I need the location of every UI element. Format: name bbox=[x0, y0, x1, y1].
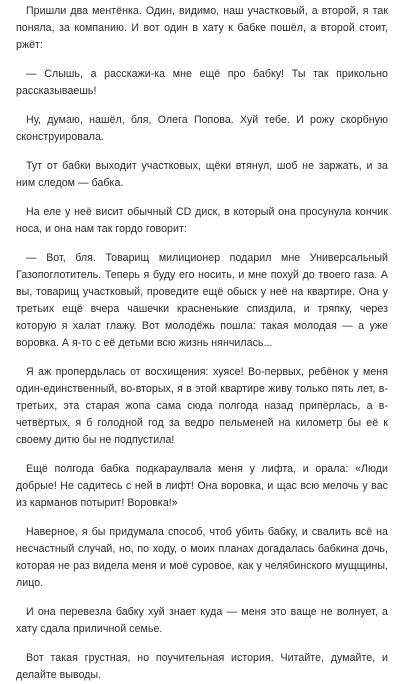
paragraph: И она перевезла бабку хуй знает куда — меня это ваще не волнует, а хату сдала приличной семье. bbox=[16, 606, 388, 635]
paragraph: Пришли два ментёнка. Один, видимо, наш участковый, а второй, я так поняла, за компанию. И вот один в хату к бабке пошёл, а второй стоит, ржёт: bbox=[16, 5, 388, 51]
paragraph: — Вот, бля. Товарищ милиционер подарил мне Универсальный Газопоглотитель. Теперь я буду его носить, и мне похуй до твоего газа. А вы, товарищ участковый, проведите ещё обыск у неё на квартире. Она у третьих ещё вчера чашечки красненькие спиздила, и тряпку, через которую я халат глажу. Вот молодёжь пошла: такая молодая — а уже воровка. А я-то с её детьми всю жизнь нянчилась... bbox=[16, 252, 388, 349]
paragraph: Ещё полгода бабка подкараулвала меня у лифта, и орала: «Люди добрые! Не садитесь с ней в лифт! Она воровка, и щас всю мелочь у вас из карманов потырит! Воровка!» bbox=[16, 463, 388, 509]
paragraph: Наверное, я бы придумала способ, чтоб убить бабку, и свалить всё на несчастный случай, но, по ходу, о моих планах догадалась бабкина дочь, которая не раз видела меня и моё суровое, как у челябинского мущщины, лицо. bbox=[16, 526, 388, 589]
paragraph: Я аж пропердьлась от восхищения: хуясе! Во-первых, ребёнок у меня один-единственный, во-вторых, я в этой квартире живу только пять лет, в-третьих, эта старая жопа сама сюда полгода назад припёрлась, а в-четвёртых, я б голодной год за ведро пельменей на километр бы её к своему дитю бы не подпустила! bbox=[16, 366, 388, 446]
paragraph: — Слышь, а расскажи-ка мне ещё про бабку! Ты так прикольно рассказываешь! bbox=[16, 68, 388, 97]
paragraph: Ну, думаю, нашёл, бля, Олега Попова. Хуй тебе. И рожу скорбную сконструировала. bbox=[16, 114, 388, 143]
paragraph: На еле у неё висит обычный CD диск, в который она просунула кончик носа, и она нам так гордо говорит: bbox=[16, 206, 388, 235]
paragraph: Вот такая грустная, но поучительная история. Читайте, думайте, и делайте выводы. bbox=[16, 652, 388, 681]
paragraph: Тут от бабки выходит участковых, щёки втянул, шоб не заржать, и за ним следом — бабка. bbox=[16, 160, 388, 189]
